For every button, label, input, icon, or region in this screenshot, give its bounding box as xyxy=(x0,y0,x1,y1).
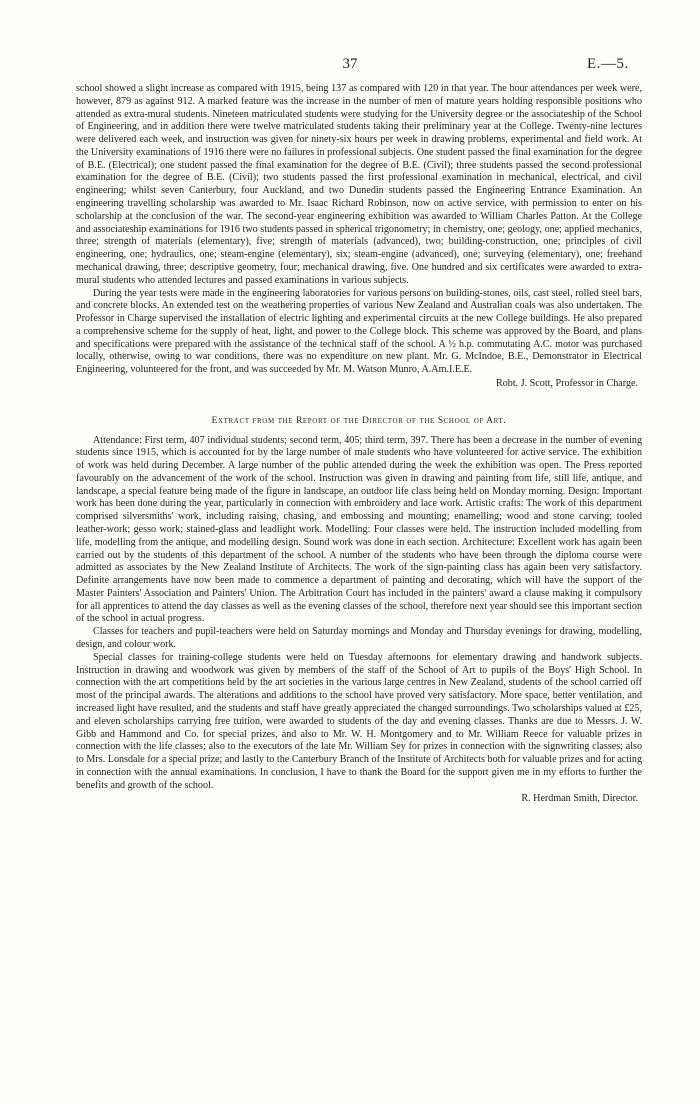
document-code: E.—5. xyxy=(587,56,629,72)
art-paragraph-1: Attendance: First term, 407 individual students; second term, 405; third term, 397. There has been a decrease in the number of evening students since 1915, which is accounted for by the large number of male students who have volunteered for active service. The exhibition of work was held during December. A large number of the public attended during the week the exhibition was open. The Press reported favourably on the advancement of the work of the school. Instruction was given in drawing and painting from life, still life, antique, and landscape, a special feature being made of the figure in landscape, an outdoor life class being held on Monday morning. Design: Important work has been done during the year, particularly in connection with embroidery and lace work. Artistic crafts: The work of this department comprised silversmiths' work, including raising, chasing, and embossing and mounting; enamelling; wood and stone carving; tooled leather-work; gesso work; stained-glass and leadlight work. Modelling: Four classes were held. The instruction included modelling from life, modelling from the antique, and modelling design. Sound work was done in each section. Architecture: Excellent work has again been carried out by the students of this department of the school. A number of the students who have been through the diploma course were admitted as associates by the New Zealand Institute of Architects. The work of the sign-painting class has again been very satisfactory. Definite arrangements have now been made to commence a department of painting and decorating, which will have the support of the Master Painters' Association and Painters' Union. The Arbitration Court has included in the painters' award a clause making it compulsory for all apprentices to attend the day classes as well as the evening classes of the school, therefore next year should see this important section of the school in actual progress. xyxy=(76,434,642,625)
engineering-signature: Robt. J. Scott, Professor in Charge. xyxy=(496,377,638,389)
body-text xyxy=(76,83,642,806)
art-paragraph-3: Special classes for training-college students were held on Tuesday afternoons for elementary drawing and handwork subjects. Instruction in drawing and woodwork was given by members of the staff of the School of Art to pupils of the Boys' High School. In connection with the art competitions held by the art societies in the various large centres in New Zealand, students of the school carried off most of the principal awards. The alterations and additions to the school have proved very satisfactory. More space, better ventilation, and increased light have resulted, and the students and staff have greatly appreciated the changed surroundings. Two scholarships valued at £25, and eleven scholarships carrying free tuition, were awarded to students of the day and evening classes. Thanks are due to Messrs. J. W. Gibb and Hammond and Co. for special prizes, and also to Mr. W. H. Montgomery and to Mr. William Reece for valuable prizes in connection with the life classes; also to the executors of the late Mr. William Sey for prizes in connection with the signwriting classes; also to Mrs. Lonsdale for a special prize; and lastly to the Canterbury Branch of the Institute of Architects both for valuable prizes and for acting in connection with the annual examinations. In conclusion, I have to thank the Board for the support given me in my efforts to further the benefits and growth of the school. xyxy=(76,651,642,791)
engineering-paragraph-1: school showed a slight increase as compared with 1915, being 137 as compared with 120 in that year. The hour attendances per week were, however, 879 as against 912. A marked feature was the increase in the number of men of mature years holding responsible positions who attended as extra-mural students. Nineteen matriculated students were studying for the University degree or the associateship of the School of Engineering, and in addition there were twelve matriculated students taking their preliminary year at the College. Twenty-nine lectures were delivered each week, and instruction was given for ninety-six hours per week in drawing problems, experimental and field work. At the University examinations of 1916 there were no failures in professional subjects. One student passed the final examination for the degree of B.E. (Electrical); one student passed the final examination for the degree of B.E. (Civil); three students passed the second professional examination for the degree of B.E. (Civil); two students passed the first professional examination in mechanical, electrical, and civil engineering; whilst seven Canterbury, four Auckland, and two Dunedin students passed the Engineering Entrance Examination. An engineering travelling scholarship was awarded to Mr. Isaac Richard Robinson, now on active service, with permission to enter on his scholarship at the conclusion of the war. The second-year engineering exhibition was awarded to William Charles Patton. At the College and associateship examinations for 1916 two students passed in spherical trigonometry; in chemistry, one; geology, one; applied mechanics, three; strength of materials (elementary), five; strength of materials (advanced), two; building-construction, one; principles of civil engineering, one; hydraulics, one; steam-engine (elementary), six; steam-engine (advanced), one; surveying (elementary), one; freehand mechanical drawing, three; descriptive geometry, four; mechanical drawing, five. One hundred and six certificates were awarded to extra-mural students who attended lectures and passed examinations in various subjects. xyxy=(76,83,642,286)
art-section-title: Extract from the Report of the Director of the School of Art. xyxy=(211,415,507,426)
page-number: 37 xyxy=(342,56,358,72)
engineering-paragraph-2: During the year tests were made in the engineering laboratories for various persons on building-stones, oils, cast steel, rolled steel bars, and concrete blocks. An extended test on the weathering properties of various New Zealand and Australian coals was also undertaken. The Professor in Charge supervised the installation of electric lighting and experimental circuits at the new College buildings. He also prepared a comprehensive scheme for the supply of heat, light, and power to the College block. This scheme was approved by the Board, and plans and specifications were prepared with the assistance of the technical staff of the school. A ½ h.p. commutating A.C. motor was purchased locally, otherwise, owing to war conditions, there was no expenditure on new plant. Mr. G. McIndoe, B.E., Demonstrator in Electrical Engineering, volunteered for the front, and was succeeded by Mr. M. Watson Munro, A.Am.I.E.E. xyxy=(76,287,642,376)
art-paragraph-2: Classes for teachers and pupil-teachers were held on Saturday mornings and Monday and Thursday evenings for drawing, modelling, design, and colour work. xyxy=(76,626,642,651)
art-signature: R. Herdman Smith, Director. xyxy=(521,793,638,805)
